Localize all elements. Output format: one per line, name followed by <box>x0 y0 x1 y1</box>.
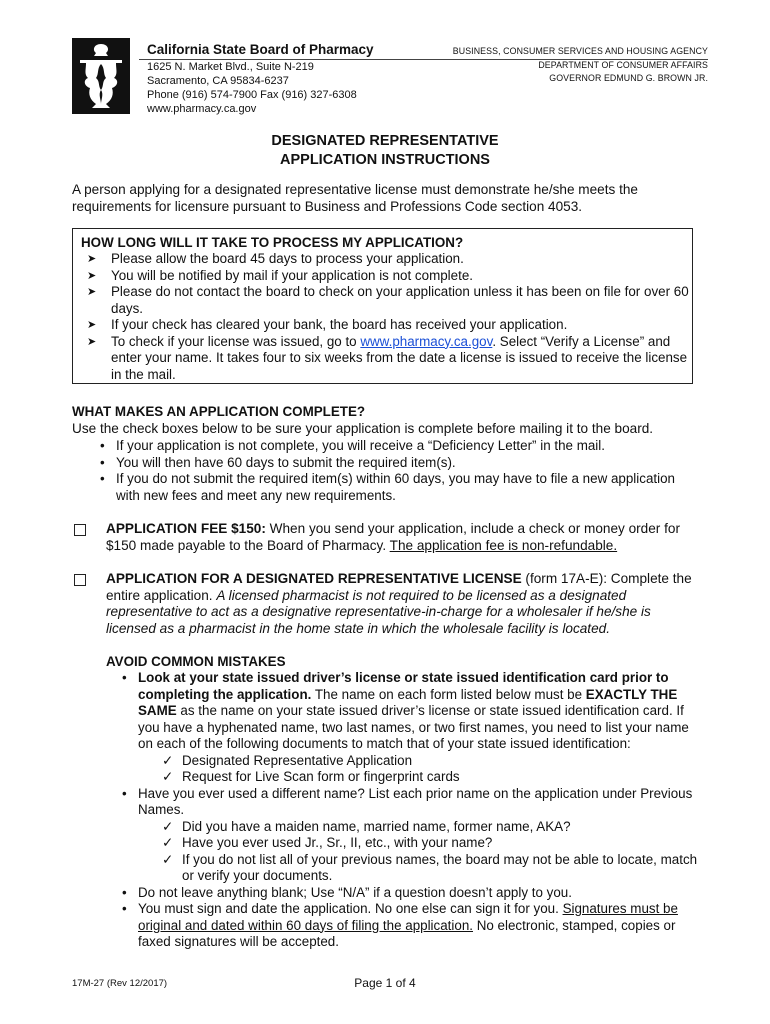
processing-list <box>81 251 691 383</box>
board-of-pharmacy-logo <box>72 38 130 114</box>
mistakes-heading: AVOID COMMON MISTAKES <box>106 654 286 669</box>
agency-block <box>453 45 708 86</box>
agency-line1: BUSINESS, CONSUMER SERVICES AND HOUSING AGENCY <box>452 46 708 56</box>
mistakes-list <box>120 670 702 951</box>
processing-time-box <box>72 228 693 384</box>
board-name: California State Board of Pharmacy <box>147 42 374 57</box>
bullet-icon: • <box>100 454 105 470</box>
page-number: Page 1 of 4 <box>354 976 416 990</box>
checkmark-icon: ✓ <box>162 752 174 768</box>
fee-nonrefundable-note: The application fee is non-refundable. <box>389 537 618 553</box>
fee-label: APPLICATION FEE $150: <box>106 521 266 536</box>
checklist-item: ✓ Request for Live Scan form or fingerprint cards <box>162 769 460 784</box>
mistakes-item: • You must sign and date the application. No one else can sign it for you. Signatures must be original and dated within 60 days of filing the application. No electronic, stamped, copies or faxed signatures will be accepted. <box>122 901 678 949</box>
processing-item: ➤ To check if your license was issued, go to www.pharmacy.ca.gov. Select “Verify a License” and enter your name. It takes four to six weeks from the date a license is issued to receive the license in the mail. <box>87 333 688 382</box>
processing-item: ➤ You will be notified by mail if your application is not complete. <box>87 267 473 283</box>
complete-item: • If you do not submit the required item(s) within 60 days, you may have to file a new application with new fees and meet any new requirements. <box>100 471 675 503</box>
arrow-bullet-icon: ➤ <box>87 269 97 282</box>
checkmark-icon: ✓ <box>162 851 174 867</box>
document-title <box>0 132 770 170</box>
checkmark-icon: ✓ <box>162 769 174 784</box>
bullet-icon: • <box>122 670 127 685</box>
bullet-icon: • <box>122 785 127 801</box>
title-line1: DESIGNATED REPRESENTATIVE <box>271 133 499 149</box>
identification-documents-list <box>138 753 702 786</box>
checkmark-icon: ✓ <box>162 818 174 834</box>
bullet-icon: • <box>122 884 127 900</box>
checklist-item: ✓ If you do not list all of your previous names, the board may not be able to locate, match or verify your documents. <box>162 851 698 883</box>
processing-item: ➤ Please allow the board 45 days to process your application. <box>87 251 464 266</box>
board-contact-block <box>147 42 374 116</box>
agency-line2: DEPARTMENT OF CONSUMER AFFAIRS <box>538 59 708 70</box>
processing-item: ➤ Please do not contact the board to check on your application unless it has been on file for over 60 days. <box>87 284 689 316</box>
processing-heading: HOW LONG WILL IT TAKE TO PROCESS MY APPLICATION? <box>81 235 464 250</box>
checklist-item: ✓ Did you have a maiden name, married name, former name, AKA? <box>162 818 571 834</box>
checkmark-icon: ✓ <box>162 835 174 850</box>
bullet-icon: • <box>122 901 127 916</box>
complete-heading: WHAT MAKES AN APPLICATION COMPLETE? <box>72 404 366 419</box>
fee-checkbox[interactable] <box>74 524 86 536</box>
fee-paragraph: APPLICATION FEE $150: When you send your application, include a check or money order for $150 made payable to the Board of Pharmacy. The application fee is non-refundable. <box>106 521 680 553</box>
board-website: www.pharmacy.ca.gov <box>147 103 257 115</box>
bullet-icon: • <box>100 471 105 486</box>
pharmacy-website-link[interactable]: www.pharmacy.ca.gov <box>360 333 493 349</box>
mistakes-item: • Look at your state issued driver’s license or state issued identification card prior to completing the application. The name on each form listed below must be EXACTLY THE SAME as the name on your state issued driver’s license or state issued identification card. If you have a hyphenated name, two last names, or two first names, you need to list your name on each of the following documents to match that of your state issued identification: ✓ Designated Representative Application ✓ Request for Live Scan form or fingerprint cards <box>120 670 702 786</box>
complete-item: • You will then have 60 days to submit the required item(s). <box>100 454 456 470</box>
complete-list <box>98 438 698 504</box>
mistakes-item: • Do not leave anything blank; Use “N/A” if a question doesn’t apply to you. <box>122 884 572 900</box>
title-line2: APPLICATION INSTRUCTIONS <box>280 152 490 168</box>
application-label: APPLICATION FOR A DESIGNATED REPRESENTATIVE LICENSE <box>106 571 522 586</box>
processing-item: ➤ If your check has cleared your bank, the board has received your application. <box>87 317 568 332</box>
mistakes-item: • Have you ever used a different name? List each prior name on the application under Previous Names. ✓ Did you have a maiden name, married name, former name, AKA? ✓ Have you ever used Jr., Sr., II, etc., with your name? ✓ If you do not list all of your previous names, the board may not be able to locate, match or verify your documents. <box>120 786 702 885</box>
board-address-line2: Sacramento, CA 95834-6237 <box>147 75 289 87</box>
arrow-bullet-icon: ➤ <box>87 319 97 331</box>
board-phone-fax: Phone (916) 574-7900 Fax (916) 327-6308 <box>147 89 357 101</box>
application-pharmacist-note: A licensed pharmacist is not required to be licensed as a designated representative to act as a designative representative-in-charge for a wholesaler if he/she is licensed as a pharmacist in the home state in which the wholesale facility is located. <box>106 587 651 636</box>
previous-names-list <box>138 819 702 885</box>
checklist-item: ✓ Have you ever used Jr., Sr., II, etc., with your name? <box>162 835 493 850</box>
application-checkbox[interactable] <box>74 574 86 586</box>
arrow-bullet-icon: ➤ <box>87 253 97 265</box>
agency-line3: GOVERNOR EDMUND G. BROWN JR. <box>549 73 708 83</box>
bullet-icon: • <box>100 438 105 453</box>
board-address-line1: 1625 N. Market Blvd., Suite N-219 <box>147 61 314 73</box>
arrow-bullet-icon: ➤ <box>87 286 97 298</box>
application-paragraph: APPLICATION FOR A DESIGNATED REPRESENTATIVE LICENSE (form 17A-E): Complete the entire application. A licensed pharmacist is not required to be licensed as a designated representative to act as a designative representative-in-charge for a wholesaler if he/she is licensed as a pharmacist in the home state in which the wholesale facility is located. <box>106 571 692 636</box>
complete-item: • If your application is not complete, you will receive a “Deficiency Letter” in the mail. <box>100 438 605 453</box>
complete-lead: Use the check boxes below to be sure your application is complete before mailing it to the board. <box>72 421 654 436</box>
arrow-bullet-icon: ➤ <box>87 335 97 348</box>
form-revision: 17M-27 (Rev 12/2017) <box>72 978 168 989</box>
checklist-item: ✓ Designated Representative Application <box>162 752 413 768</box>
intro-paragraph: A person applying for a designated representative license must demonstrate he/she meets the requirements for licensure pursuant to Business and Professions Code section 4053. <box>72 182 638 214</box>
